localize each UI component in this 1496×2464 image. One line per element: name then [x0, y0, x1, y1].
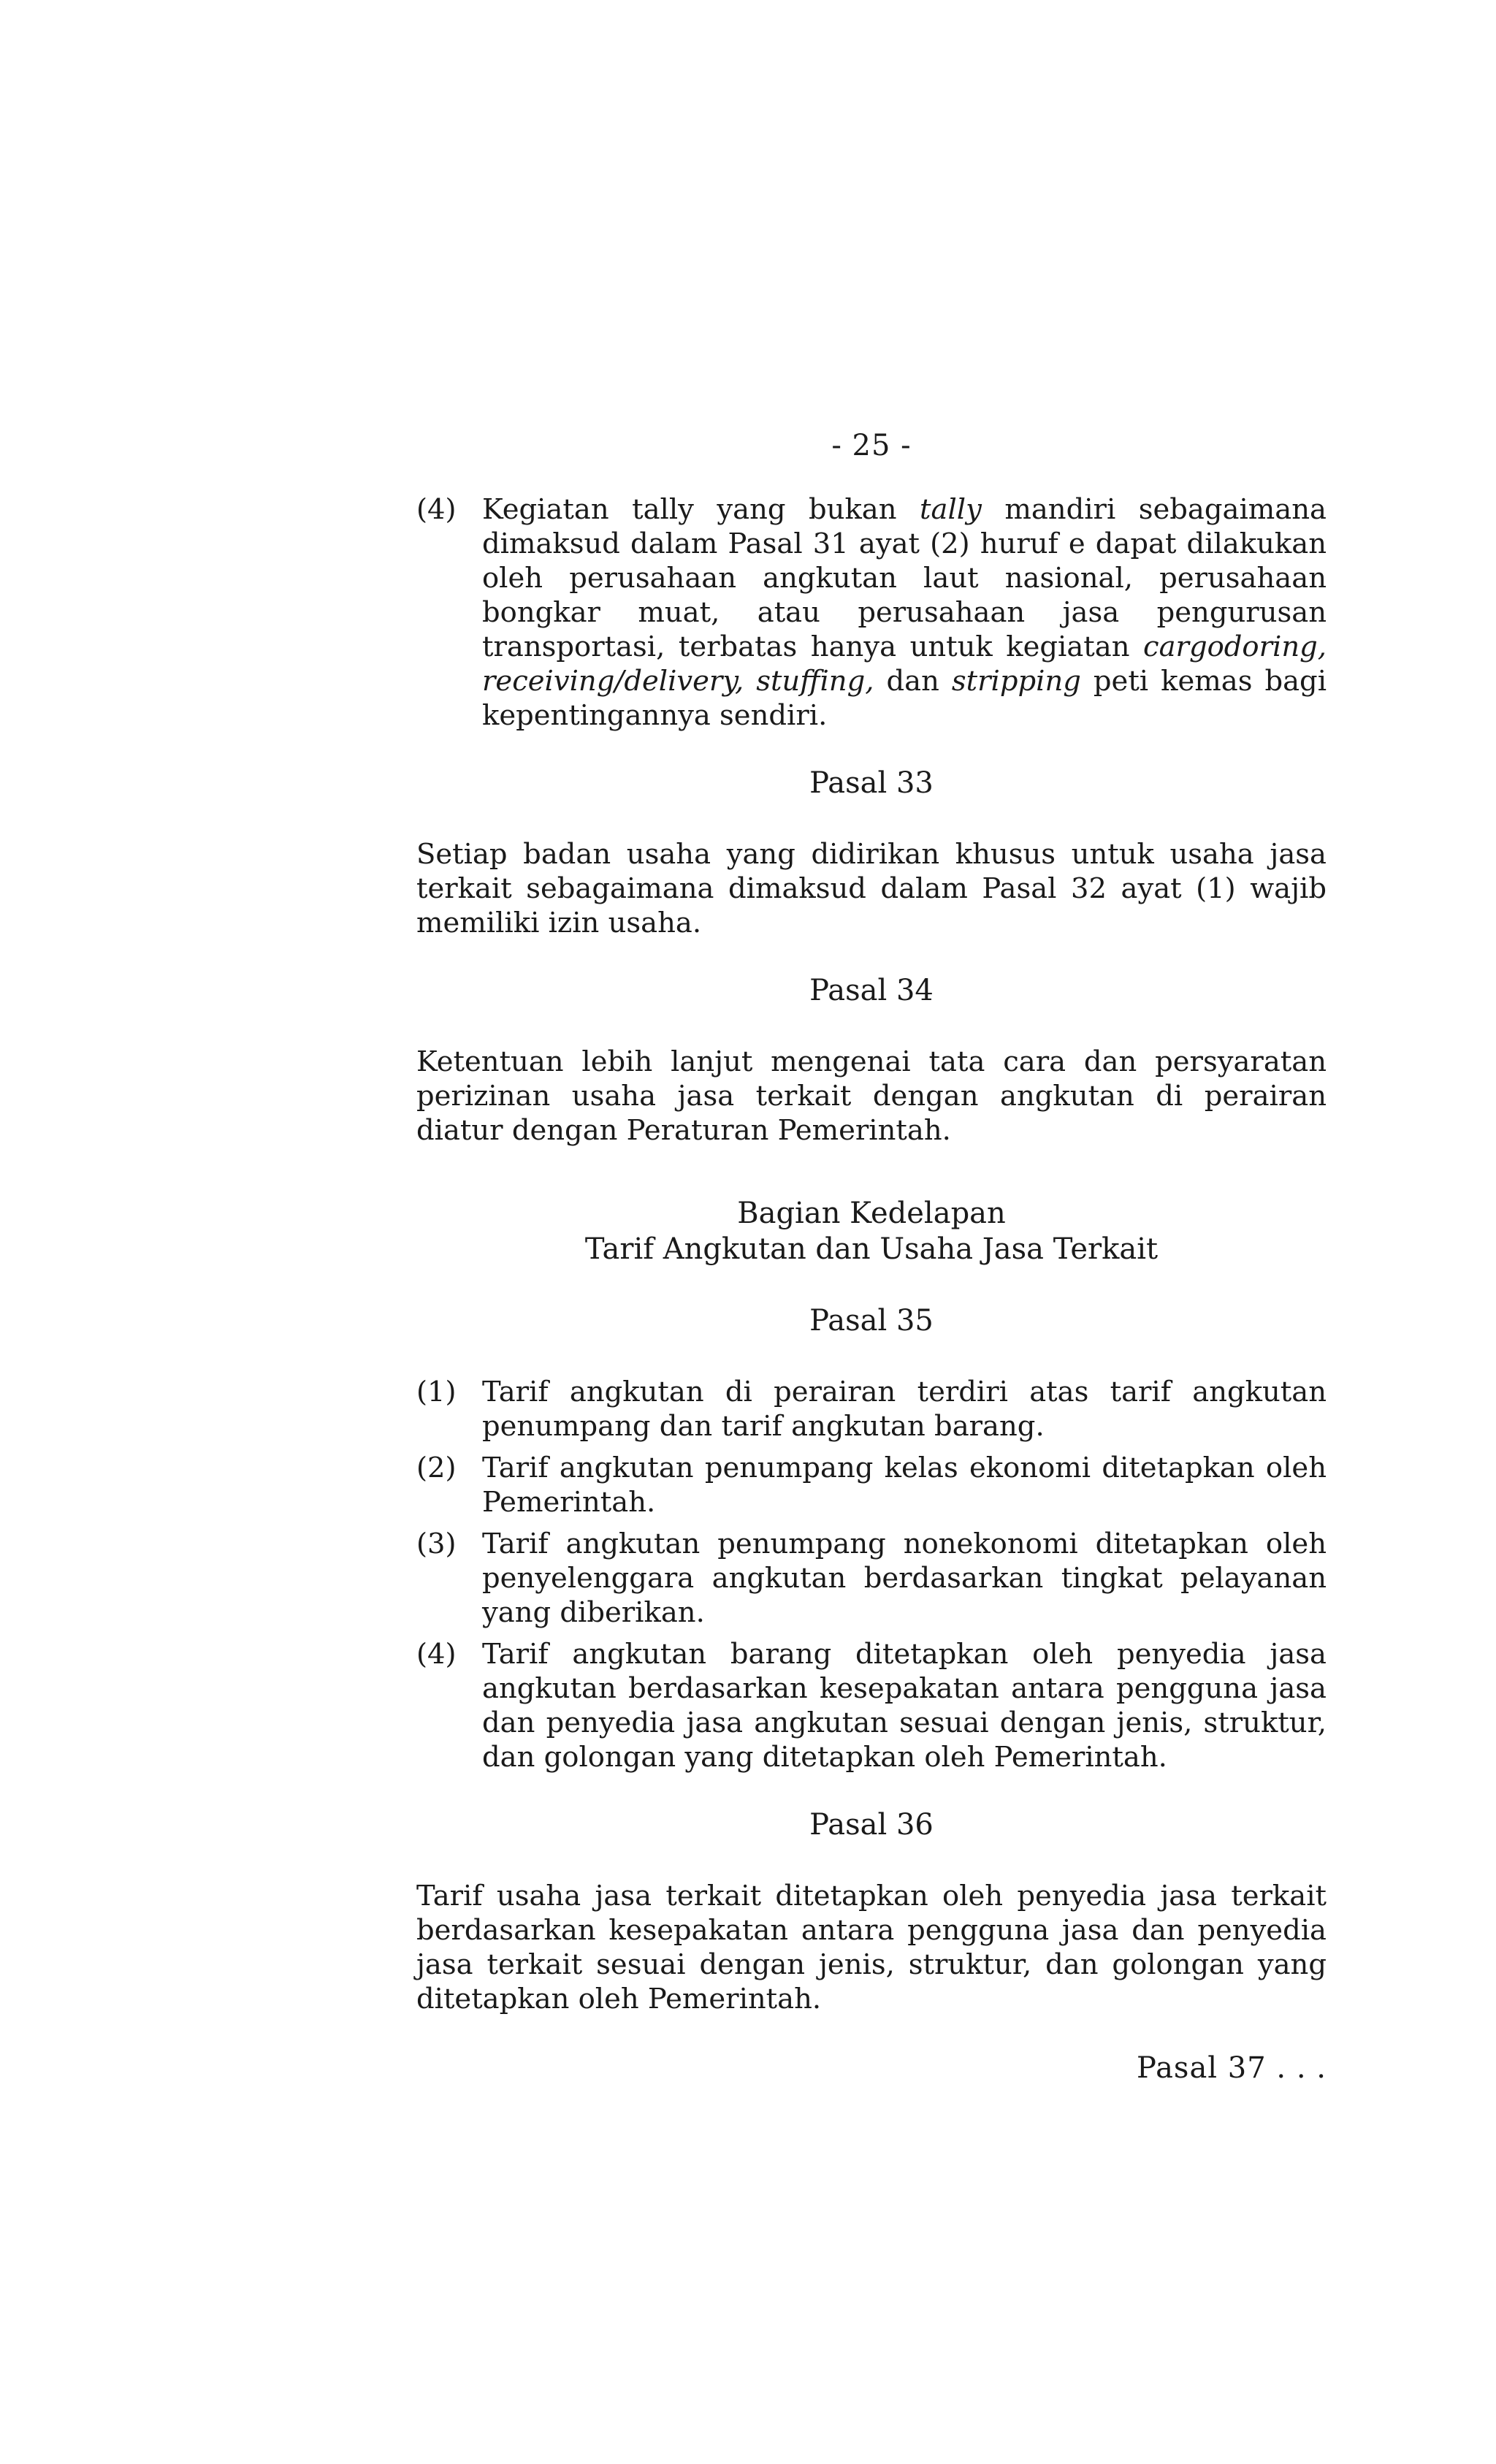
italic-term: stripping: [951, 665, 1081, 698]
item-number: (3): [416, 1527, 457, 1560]
item-text: Tarif angkutan penumpang nonekonomi ditetapkan oleh penyelenggara angkutan berdasarkan tingkat pelayanan yang diberikan.: [482, 1527, 1327, 1629]
section-title: Tarif Angkutan dan Usaha Jasa Terkait: [584, 1232, 1159, 1266]
pasal-33-text: Setiap badan usaha yang didirikan khusus untuk usaha jasa terkait sebagaimana dimaksud dalam Pasal 32 ayat (1) wajib memiliki izin usaha.: [416, 838, 1327, 939]
pasal-35-item-1: [416, 1375, 1327, 1443]
pasal-35-item-4: [416, 1637, 1327, 1774]
italic-term: cargodoring, receiving/delivery, stuffing,: [482, 630, 1327, 698]
pasal-32-item-4: [416, 492, 1327, 733]
item-number: (4): [416, 493, 457, 526]
item-text: Tarif angkutan di perairan terdiri atas tarif angkutan penumpang dan tarif angkutan barang.: [482, 1376, 1327, 1443]
pasal-33-title: Pasal 33: [809, 766, 934, 800]
item-number: (2): [416, 1452, 457, 1484]
pasal-35-item-3: [416, 1527, 1327, 1630]
pasal-34-title: Pasal 34: [809, 974, 934, 1007]
pasal-35-item-2: [416, 1451, 1327, 1519]
item-number: (4): [416, 1638, 457, 1671]
text-segment: peti kemas bagi kepentingannya sendiri.: [482, 665, 1327, 732]
item-text: [482, 492, 1327, 733]
document-page: [416, 424, 1327, 2086]
item-number: (1): [416, 1376, 457, 1408]
catchword-next-page: Pasal 37 . . .: [1136, 2051, 1327, 2085]
section-label: Bagian Kedelapan: [737, 1197, 1006, 1230]
item-text: Tarif angkutan barang ditetapkan oleh penyedia jasa angkutan berdasarkan kesepakatan antara pengguna jasa dan penyedia jasa angkutan sesuai dengan jenis, struktur, dan golongan yang ditetapkan oleh Pemerintah.: [482, 1638, 1327, 1774]
pasal-34-text: Ketentuan lebih lanjut mengenai tata cara dan persyaratan perizinan usaha jasa terkait dengan angkutan di perairan diatur dengan Peraturan Pemerintah.: [416, 1045, 1327, 1147]
italic-term: tally: [920, 493, 982, 526]
item-text: Tarif angkutan penumpang kelas ekonomi ditetapkan oleh Pemerintah.: [482, 1452, 1327, 1519]
pasal-35-title: Pasal 35: [809, 1304, 934, 1338]
text-segment: dan: [874, 665, 952, 698]
text-segment: mandiri sebagaimana dimaksud dalam Pasal 31 ayat (2) huruf e dapat dilakukan oleh perusahaan angkutan laut nasional, perusahaan bongkar muat, atau perusahaan jasa pengurusan transportasi, terbatas hanya untuk kegiatan: [482, 493, 1327, 663]
pasal-36-title: Pasal 36: [809, 1808, 934, 1842]
text-segment: Kegiatan tally yang bukan: [482, 493, 920, 526]
page-number: - 25 -: [831, 429, 912, 462]
pasal-36-text: Tarif usaha jasa terkait ditetapkan oleh penyedia jasa terkait berdasarkan kesepakatan antara pengguna jasa dan penyedia jasa terkait sesuai dengan jenis, struktur, dan golongan yang ditetapkan oleh Pemerintah.: [416, 1880, 1327, 2015]
